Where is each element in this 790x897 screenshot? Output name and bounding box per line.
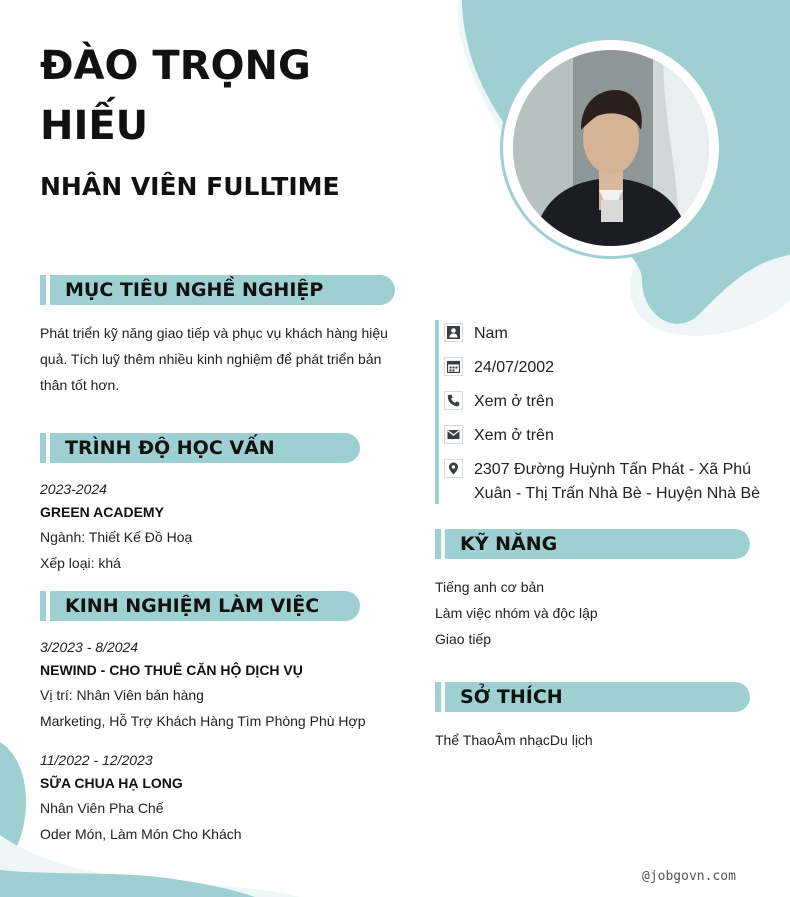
- person-icon: [444, 323, 463, 342]
- phone-text[interactable]: Xem ở trên: [474, 393, 554, 410]
- birthday-text: 24/07/2002: [474, 359, 555, 376]
- skills-heading: [435, 529, 750, 559]
- education-period: 2023-2024: [40, 481, 107, 497]
- education-heading-label: TRÌNH ĐỘ HỌC VẤN: [65, 437, 275, 459]
- contact-rail: [435, 320, 439, 504]
- experience-detail: Marketing, Hỗ Trợ Khách Hàng Tìm Phòng Phù Hợp: [40, 713, 366, 729]
- objective-heading-label: MỤC TIÊU NGHỀ NGHIỆP: [65, 279, 324, 301]
- gender-text: Nam: [474, 325, 508, 342]
- hobbies-heading-label: SỞ THÍCH: [460, 686, 563, 708]
- education-major: Ngành: Thiết Kế Đồ Hoạ: [40, 529, 193, 545]
- watermark: @jobgovn.com: [642, 869, 736, 884]
- experience-detail: Nhân Viên Pha Chế: [40, 800, 164, 816]
- avatar: [513, 50, 709, 246]
- experience-company: NEWIND - CHO THUÊ CĂN HỘ DỊCH VỤ: [40, 662, 303, 678]
- calendar-icon: [444, 357, 463, 376]
- skill-item: Giao tiếp: [435, 631, 492, 647]
- skill-item: Tiếng anh cơ bản: [435, 579, 545, 595]
- objective-heading: [40, 275, 395, 305]
- email-text[interactable]: Xem ở trên: [474, 427, 554, 444]
- experience-period: 3/2023 - 8/2024: [40, 639, 139, 655]
- education-school: GREEN ACADEMY: [40, 504, 164, 520]
- phone-icon: [444, 391, 463, 410]
- avatar-frame: [500, 37, 722, 259]
- experience-company: SỮA CHUA HẠ LONG: [40, 775, 183, 791]
- portrait-photo: [513, 50, 709, 246]
- skills-heading-label: KỸ NĂNG: [460, 533, 558, 555]
- location-pin-icon: [444, 459, 463, 478]
- education-heading: [40, 433, 360, 463]
- mail-icon: [444, 425, 463, 444]
- education-grade: Xếp loại: khá: [40, 555, 121, 571]
- skill-item: Làm việc nhóm và độc lập: [435, 605, 598, 621]
- experience-heading: [40, 591, 360, 621]
- address-text: 2307 Đường Huỳnh Tấn Phát - Xã Phú Xuân - Thị Trấn Nhà Bè - Huyện Nhà Bè: [474, 461, 761, 502]
- experience-heading-label: KINH NGHIỆM LÀM VIỆC: [65, 595, 320, 617]
- objective-text: Phát triển kỹ năng giao tiếp và phục vụ khách hàng hiệu quả. Tích luỹ thêm nhiều kinh nghiệm để phát triển bản thân tốt hơn.: [40, 325, 388, 393]
- hobbies-text: Thể ThaoÂm nhạcDu lịch: [435, 732, 593, 748]
- experience-detail: Oder Món, Làm Món Cho Khách: [40, 826, 242, 842]
- experience-detail: Vị trí: Nhân Viên bán hàng: [40, 687, 204, 703]
- hobbies-heading: [435, 682, 750, 712]
- job-title: NHÂN VIÊN FULLTIME: [40, 172, 340, 201]
- experience-period: 11/2022 - 12/2023: [40, 752, 153, 768]
- candidate-name: ĐÀO TRỌNG HIẾU: [40, 43, 311, 149]
